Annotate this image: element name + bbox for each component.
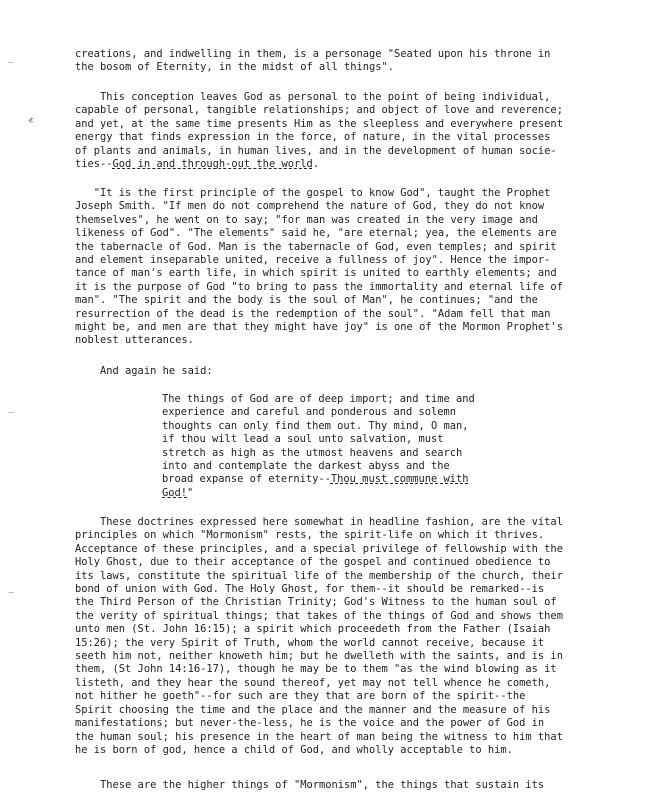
quote-underlined-2: God! (162, 486, 188, 499)
paragraph-4: And again he said: (75, 365, 213, 377)
paragraph-2-end: . (312, 158, 319, 171)
quote-end: " (187, 486, 194, 499)
paragraph-1: creations, and indwelling in them, is a personage "Seated upon his throne in the bosom of Eternity, in the midst of all things". (75, 48, 551, 74)
paragraph-2 (75, 91, 620, 171)
paragraph-3: "It is the first principle of the gospel to know God", taught the Prophet Joseph Smith. "If men do not comprehend the nature of God, they do not know themselves", he went on to say; "for man was created in the very image and likeness of God". "The elements" said he, "are eternal; yea, the elements are the tabernacle of God. Man is the tabernacle of God, even temples; and spirit and element inseparable united, receive a fullness of joy". Hence the impor- tance of man's earth life, in which spirit is united to earthly elements; and it is the purpose of God "to bring to pass the immortality and eternal life of man". "The spirit and the body is the soul of Man", he continues; "and the resurrection of the dead is the redemption of the soul". "Adam fell that man might be, and men are that they might have joy" is one of the Mormon Prophet's noblest utterances. (75, 187, 563, 347)
paragraph-2-text: This conception leaves God as personal to the point of being individual, capable of personal, tangible relationships; and object of love and reverence; and yet, at the same time presents Him as the sleepless and everywhere present energy that finds expression in the force, of nature, in the vital processes of plants and animals, in human lives, and in the development of human socie- ties-- (75, 91, 563, 171)
block-quote (162, 393, 537, 500)
margin-mark: ⌣ (8, 588, 14, 598)
quote-underlined-1: Thou must commune with (330, 473, 469, 486)
paragraph-5: These doctrines expressed here somewhat in headline fashion, are the vital principles on which "Mormonism" rests, the spirit-life on which it thrives. Acceptance of these principles, and a special privilege of fellowship with the Holy Ghost, due to their acceptance of the gospel and continued obedience to its laws, constitute the spiritual life of the membership of the church, their bond of union with God. The Holy Ghost, for them--it should be remarked--is the Third Person of the Christian Trinity; God's Witness to the human soul of the verity of spiritual things; that takes of the things of God and shows them unto men (St. John 16:15); a spirit which proceedeth from the Father (Isaiah 15:26); the very Spirit of Truth, whom the world cannot receive, because it seeth him not, neither knoweth him; but he dwelleth with the saints, and is in them, (St John 14:16-17), though he may be to them "as the wind blowing as it listeth, and they hear the sound thereof, yet may not tell whence he cometh, not hither he goeth"--for such are they that are born of the spirit--the Spirit choosing the time and the place and the manner and the measure of his manifestations; but never-the-less, he is the voice and the power of God in the human soul; his presence in the heart of man being the witness to him that he is born of god, hence a child of God, and wholly acceptable to him. (75, 516, 563, 756)
margin-mark: ≮ (28, 116, 34, 126)
paragraph-2-underlined: God in and through-out the world (112, 158, 313, 171)
quote-text: The things of God are of deep import; and time and experience and careful and ponderous and solemn thoughts can only find them out. Thy mind, O man, if thou wilt lead a soul unto salvation, must stretch as high as the utmost heavens and search into and contemplate the darkest abyss and the broad expanse of eternity-- (162, 393, 475, 486)
margin-mark: ⌣ (8, 58, 14, 68)
paragraph-6: These are the higher things of "Mormonism", the things that sustain its (75, 779, 545, 791)
margin-mark: ⌣ (8, 408, 14, 418)
